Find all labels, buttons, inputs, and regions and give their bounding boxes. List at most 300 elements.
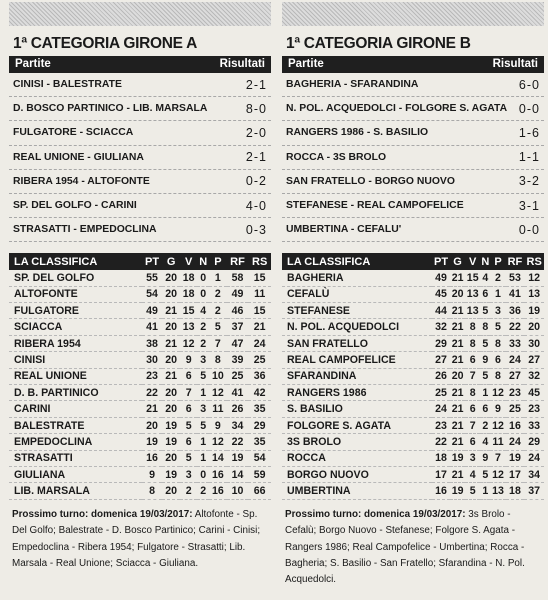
column-header: N — [197, 253, 209, 270]
stat-cell: 55 — [146, 272, 158, 284]
stat-cell: 53 — [509, 272, 521, 284]
team-name: BALESTRATE — [14, 419, 85, 432]
match-teams: STEFANESE - REAL CAMPOFELICE — [286, 200, 464, 212]
stat-cell: 33 — [528, 419, 541, 432]
match-teams: FULGATORE - SCIACCA — [13, 127, 134, 139]
standings-row — [9, 483, 271, 499]
stat-cell: 7 — [495, 452, 501, 465]
stat-cell: 44 — [435, 304, 447, 317]
stat-cell: 37 — [528, 485, 541, 498]
stat-cell: 18 — [509, 485, 521, 498]
team-name: D. B. PARTINICO — [14, 386, 99, 399]
stat-cell: 24 — [509, 353, 521, 366]
stat-cell: 12 — [492, 468, 504, 481]
stat-cell: 12 — [492, 419, 504, 432]
stat-cell: 5 — [200, 370, 207, 383]
stat-cell: 59 — [253, 468, 266, 481]
standings-row — [282, 401, 544, 417]
match-result: 1-6 — [518, 125, 540, 140]
stat-cell: 16 — [509, 419, 521, 432]
stat-cell: 21 — [165, 370, 178, 383]
stat-cell: 5 — [482, 370, 489, 383]
team-name: FOLGORE S. AGATA — [287, 419, 391, 432]
stat-cell: 8 — [469, 386, 476, 399]
match-result: 4-0 — [245, 198, 267, 213]
stat-cell: 25 — [231, 370, 244, 383]
stat-cell: 9 — [495, 403, 501, 416]
stat-cell: 19 — [165, 419, 178, 432]
standings-row — [282, 450, 544, 466]
match-row — [282, 97, 544, 121]
next-round-label: Prossimo turno: domenica 19/03/2017: — [12, 508, 193, 520]
standings-row — [9, 385, 271, 401]
stat-cell: 11 — [212, 403, 224, 416]
results-header-left: Partite — [15, 58, 51, 70]
stat-cell: 21 — [451, 337, 464, 350]
team-name: REAL CAMPOFELICE — [287, 353, 396, 366]
stat-cell: 5 — [214, 321, 221, 334]
column-header: PT — [432, 253, 450, 270]
stat-cell: 6 — [482, 288, 489, 301]
results-header — [9, 56, 271, 73]
match-list — [9, 73, 271, 242]
team-name: BAGHERIA — [287, 272, 344, 284]
team-name: CARINI — [14, 403, 51, 416]
stat-cell: 21 — [451, 353, 464, 366]
stat-cell: 22 — [231, 435, 244, 448]
stat-cell: 7 — [214, 337, 221, 350]
team-name: RIBERA 1954 — [14, 337, 81, 350]
stat-cell: 16 — [211, 485, 224, 498]
stat-cell: 1 — [200, 435, 207, 448]
team-name: SFARANDINA — [287, 370, 357, 383]
stat-cell: 66 — [253, 485, 266, 498]
standings-row — [282, 352, 544, 368]
stat-cell: 8 — [495, 337, 501, 350]
stat-cell: 1 — [200, 452, 207, 465]
stat-cell: 20 — [528, 321, 541, 334]
stat-cell: 20 — [165, 272, 178, 284]
stat-cell: 21 — [451, 403, 464, 416]
stat-cell: 8 — [469, 321, 476, 334]
stat-cell: 12 — [528, 272, 541, 284]
stat-cell: 3 — [185, 468, 192, 481]
stat-cell: 11 — [492, 435, 504, 448]
stat-cell: 12 — [492, 386, 504, 399]
match-row — [282, 146, 544, 170]
header-pattern — [9, 2, 271, 26]
stat-cell: 23 — [146, 370, 158, 383]
stat-cell: 21 — [451, 321, 464, 334]
match-teams: D. BOSCO PARTINICO - LIB. MARSALA — [13, 103, 208, 115]
stat-cell: 2 — [200, 321, 207, 334]
stat-cell: 20 — [165, 485, 178, 498]
stat-cell: 15 — [253, 272, 266, 284]
stat-cell: 6 — [185, 435, 192, 448]
stat-cell: 8 — [482, 321, 489, 334]
stat-cell: 5 — [185, 419, 192, 432]
stat-cell: 1 — [214, 272, 221, 284]
team-name: UMBERTINA — [287, 485, 351, 498]
stat-cell: 30 — [528, 337, 541, 350]
stat-cell: 7 — [185, 386, 192, 399]
stat-cell: 9 — [482, 452, 489, 465]
stat-cell: 21 — [451, 419, 464, 432]
next-round-text: Altofonte - Sp. Del Golfo; Balestrate - D. Bosco Partinico; Carini - Cinisi; Empedoclina - Ribera 1954; Fulgatore - Strasatti; Lib. Marsala - Real Unione; Sciacca - Giuliana. — [12, 508, 261, 569]
stat-cell: 6 — [469, 435, 476, 448]
column-header: PT — [142, 253, 163, 270]
column-header: RS — [524, 253, 544, 270]
stat-cell: 49 — [435, 272, 447, 284]
stat-cell: 39 — [231, 353, 244, 366]
stat-cell: 21 — [451, 272, 464, 284]
stat-cell: 25 — [509, 403, 521, 416]
standings-table — [9, 253, 271, 499]
stat-cell: 29 — [253, 419, 266, 432]
stat-cell: 20 — [165, 386, 178, 399]
standings-row — [9, 417, 271, 433]
team-name: CINISI — [14, 353, 46, 366]
standings-row — [9, 335, 271, 351]
stat-cell: 8 — [495, 370, 501, 383]
stat-cell: 21 — [451, 435, 464, 448]
stat-cell: 41 — [509, 288, 521, 301]
stat-cell: 21 — [451, 386, 464, 399]
team-name: ALTOFONTE — [14, 288, 78, 301]
stat-cell: 36 — [509, 304, 521, 317]
stat-cell: 15 — [253, 304, 266, 317]
header-pattern — [282, 2, 544, 26]
next-round — [12, 507, 269, 573]
stat-cell: 5 — [469, 485, 476, 498]
stat-cell: 1 — [482, 485, 489, 498]
match-teams: RIBERA 1954 - ALTOFONTE — [13, 175, 150, 187]
match-result: 3-1 — [518, 198, 540, 213]
match-teams: CINISI - BALESTRATE — [13, 79, 122, 91]
team-name: BORGO NUOVO — [287, 468, 369, 481]
match-row — [9, 121, 271, 145]
column-header: G — [450, 253, 465, 270]
stat-cell: 2 — [185, 485, 192, 498]
stat-cell: 4 — [482, 435, 489, 448]
match-result: 0-2 — [245, 174, 267, 189]
stat-cell: 21 — [146, 403, 158, 416]
team-name: ROCCA — [287, 452, 326, 465]
stat-cell: 30 — [146, 353, 158, 366]
standings-row — [282, 303, 544, 319]
stat-cell: 14 — [211, 452, 224, 465]
team-name: RANGERS 1986 — [287, 386, 367, 399]
stat-cell: 34 — [231, 419, 244, 432]
stat-cell: 27 — [528, 353, 541, 366]
standings-row — [9, 368, 271, 384]
team-name: CEFALÙ — [287, 288, 330, 301]
stat-cell: 20 — [451, 370, 464, 383]
stat-cell: 29 — [528, 435, 541, 448]
stat-cell: 11 — [254, 288, 266, 301]
match-teams: BAGHERIA - SFARANDINA — [286, 79, 419, 91]
stat-cell: 19 — [146, 435, 158, 448]
match-teams: UMBERTINA - CEFALU' — [286, 224, 402, 236]
match-result: 2-1 — [245, 150, 267, 165]
standings-row — [282, 483, 544, 499]
standings-row — [282, 319, 544, 335]
match-row — [9, 146, 271, 170]
stat-cell: 22 — [146, 386, 158, 399]
stat-cell: 4 — [200, 304, 207, 317]
stat-cell: 5 — [495, 321, 501, 334]
stat-cell: 41 — [146, 321, 158, 334]
standings-table — [282, 253, 544, 499]
results-header-right: Risultati — [492, 58, 538, 70]
standings-row — [282, 467, 544, 483]
results-header-left: Partite — [288, 58, 324, 70]
stat-cell: 17 — [509, 468, 521, 481]
girone-b-panel — [282, 0, 544, 600]
stat-cell: 54 — [146, 288, 158, 301]
match-row — [9, 194, 271, 218]
match-result: 0-0 — [518, 101, 540, 116]
results-header — [282, 56, 544, 73]
next-round-text: 3s Brolo - Cefalù; Borgo Nuovo - Stefanese; Folgore S. Agata - Rangers 1986; Real Campofelice - Umbertina; Rocca - Bagheria; S. Basilio - San Fratello; Sfarandina - N. Pol. Acquedolci. — [285, 508, 525, 586]
stat-cell: 27 — [435, 353, 447, 366]
stat-cell: 1 — [200, 386, 207, 399]
stat-cell: 5 — [482, 468, 489, 481]
stat-cell: 42 — [253, 386, 266, 399]
standings-row — [9, 303, 271, 319]
stat-cell: 7 — [469, 419, 476, 432]
stat-cell: 19 — [528, 304, 541, 317]
match-list — [282, 73, 544, 242]
stat-cell: 5 — [482, 304, 489, 317]
stat-cell: 20 — [165, 403, 178, 416]
stat-cell: 24 — [253, 337, 266, 350]
stat-cell: 9 — [482, 353, 489, 366]
stat-cell: 2 — [482, 419, 489, 432]
stat-cell: 0 — [200, 468, 207, 481]
stat-cell: 22 — [435, 435, 447, 448]
column-header: G — [162, 253, 179, 270]
stat-cell: 47 — [231, 337, 244, 350]
column-header: P — [209, 253, 226, 270]
match-teams: SAN FRATELLO - BORGO NUOVO — [286, 175, 455, 187]
match-row — [282, 170, 544, 194]
stat-cell: 3 — [469, 452, 476, 465]
stat-cell: 58 — [231, 272, 244, 284]
match-row — [282, 73, 544, 97]
standings-row — [9, 450, 271, 466]
match-result: 8-0 — [245, 101, 267, 116]
stat-cell: 33 — [509, 337, 521, 350]
column-header: P — [490, 253, 505, 270]
stat-cell: 45 — [528, 386, 541, 399]
stat-cell: 21 — [165, 337, 178, 350]
stat-cell: 13 — [492, 485, 504, 498]
match-result: 0-3 — [245, 222, 267, 237]
stat-cell: 35 — [253, 403, 266, 416]
stat-cell: 8 — [214, 353, 221, 366]
team-name: SAN FRATELLO — [287, 337, 369, 350]
stat-cell: 37 — [231, 321, 244, 334]
stat-cell: 2 — [214, 304, 221, 317]
stat-cell: 20 — [165, 452, 178, 465]
stat-cell: 22 — [509, 321, 521, 334]
stat-cell: 49 — [146, 304, 158, 317]
stat-cell: 24 — [435, 403, 447, 416]
stat-cell: 5 — [482, 337, 489, 350]
stat-cell: 0 — [200, 288, 207, 301]
stat-cell: 49 — [231, 288, 244, 301]
team-name: 3S BROLO — [287, 435, 342, 448]
team-name: FULGATORE — [14, 304, 79, 317]
match-row — [282, 121, 544, 145]
team-name: S. BASILIO — [287, 403, 343, 416]
standings-row — [9, 434, 271, 450]
stat-cell: 5 — [185, 452, 192, 465]
stat-cell: 26 — [435, 370, 447, 383]
stat-cell: 19 — [165, 435, 178, 448]
stat-cell: 20 — [165, 321, 178, 334]
stat-cell: 3 — [495, 304, 501, 317]
standings-row — [9, 319, 271, 335]
stat-cell: 19 — [231, 452, 244, 465]
stat-cell: 16 — [211, 468, 224, 481]
stat-cell: 54 — [253, 452, 266, 465]
stat-cell: 2 — [495, 272, 501, 284]
match-result: 1-1 — [518, 150, 540, 165]
match-teams: SP. DEL GOLFO - CARINI — [13, 200, 137, 212]
column-header: N — [480, 253, 490, 270]
stat-cell: 12 — [211, 386, 224, 399]
stat-cell: 38 — [146, 337, 158, 350]
stat-cell: 34 — [528, 468, 541, 481]
stat-cell: 25 — [435, 386, 447, 399]
standings-row — [282, 385, 544, 401]
stat-cell: 32 — [435, 321, 447, 334]
team-name: EMPEDOCLINA — [14, 435, 93, 448]
stat-cell: 19 — [509, 452, 521, 465]
stat-cell: 9 — [149, 468, 155, 481]
stat-cell: 17 — [435, 468, 447, 481]
stat-cell: 29 — [435, 337, 447, 350]
team-name: STRASATTI — [14, 452, 73, 465]
stat-cell: 13 — [466, 304, 479, 317]
stat-cell: 2 — [200, 485, 207, 498]
match-result: 6-0 — [518, 77, 540, 92]
stat-cell: 10 — [211, 370, 224, 383]
stat-cell: 16 — [146, 452, 158, 465]
match-result: 0-0 — [518, 222, 540, 237]
team-name: REAL UNIONE — [14, 370, 87, 383]
match-result: 3-2 — [518, 174, 540, 189]
match-teams: N. POL. ACQUEDOLCI - FOLGORE S. AGATA — [286, 103, 508, 115]
stat-cell: 19 — [451, 452, 464, 465]
stat-cell: 13 — [528, 288, 541, 301]
stat-cell: 25 — [253, 353, 266, 366]
stat-cell: 24 — [509, 435, 521, 448]
stat-cell: 6 — [469, 353, 476, 366]
match-teams: RANGERS 1986 - S. BASILIO — [286, 127, 429, 139]
team-name: GIULIANA — [14, 468, 66, 481]
stat-cell: 21 — [253, 321, 266, 334]
girone-a-panel — [9, 0, 271, 600]
stat-cell: 9 — [214, 419, 221, 432]
stat-cell: 23 — [509, 386, 521, 399]
stat-cell: 13 — [182, 321, 195, 334]
match-result: 2-0 — [245, 125, 267, 140]
match-row — [9, 97, 271, 121]
standings-title: LA CLASSIFICA — [9, 253, 142, 270]
stat-cell: 21 — [451, 468, 464, 481]
match-row — [9, 170, 271, 194]
standings-row — [282, 286, 544, 302]
column-header: RS — [248, 253, 271, 270]
stat-cell: 27 — [509, 370, 521, 383]
girone-a-title: 1ª CATEGORIA GIRONE A — [13, 35, 198, 52]
stat-cell: 16 — [435, 485, 447, 498]
stat-cell: 19 — [451, 485, 464, 498]
stat-cell: 12 — [182, 337, 195, 350]
standings-row — [282, 434, 544, 450]
stat-cell: 45 — [435, 288, 447, 301]
team-name: SCIACCA — [14, 321, 63, 334]
stat-cell: 5 — [200, 419, 207, 432]
stat-cell: 0 — [200, 272, 207, 284]
stat-cell: 20 — [165, 288, 178, 301]
stat-cell: 18 — [435, 452, 447, 465]
stat-cell: 3 — [200, 403, 207, 416]
next-round — [285, 507, 542, 589]
column-header: V — [180, 253, 197, 270]
stat-cell: 21 — [451, 304, 464, 317]
column-header: RF — [506, 253, 525, 270]
stat-cell: 3 — [200, 353, 207, 366]
stat-cell: 1 — [495, 288, 501, 301]
standings-row — [282, 270, 544, 286]
stat-cell: 35 — [253, 435, 266, 448]
stat-cell: 18 — [182, 288, 195, 301]
stat-cell: 24 — [528, 452, 541, 465]
next-round-label: Prossimo turno: domenica 19/03/2017: — [285, 508, 466, 520]
stat-cell: 6 — [495, 353, 501, 366]
stat-cell: 13 — [466, 288, 479, 301]
girone-b-title: 1ª CATEGORIA GIRONE B — [286, 35, 471, 52]
stat-cell: 21 — [165, 304, 178, 317]
standings-row — [282, 417, 544, 433]
stat-cell: 4 — [469, 468, 476, 481]
match-row — [9, 218, 271, 242]
match-row — [282, 194, 544, 218]
stat-cell: 2 — [214, 288, 221, 301]
team-name: STEFANESE — [287, 304, 350, 317]
stat-cell: 46 — [231, 304, 244, 317]
team-name: LIB. MARSALA — [14, 485, 90, 498]
stat-cell: 7 — [469, 370, 476, 383]
stat-cell: 15 — [466, 272, 479, 284]
stat-cell: 18 — [182, 272, 195, 284]
standings-row — [9, 270, 271, 286]
stat-cell: 8 — [149, 485, 155, 498]
stat-cell: 9 — [185, 353, 192, 366]
stat-cell: 23 — [528, 403, 541, 416]
standings-title: LA CLASSIFICA — [282, 253, 432, 270]
stat-cell: 10 — [231, 485, 244, 498]
match-row — [9, 73, 271, 97]
stat-cell: 32 — [528, 370, 541, 383]
stat-cell: 20 — [451, 288, 464, 301]
stat-cell: 15 — [182, 304, 195, 317]
match-result: 2-1 — [245, 77, 267, 92]
